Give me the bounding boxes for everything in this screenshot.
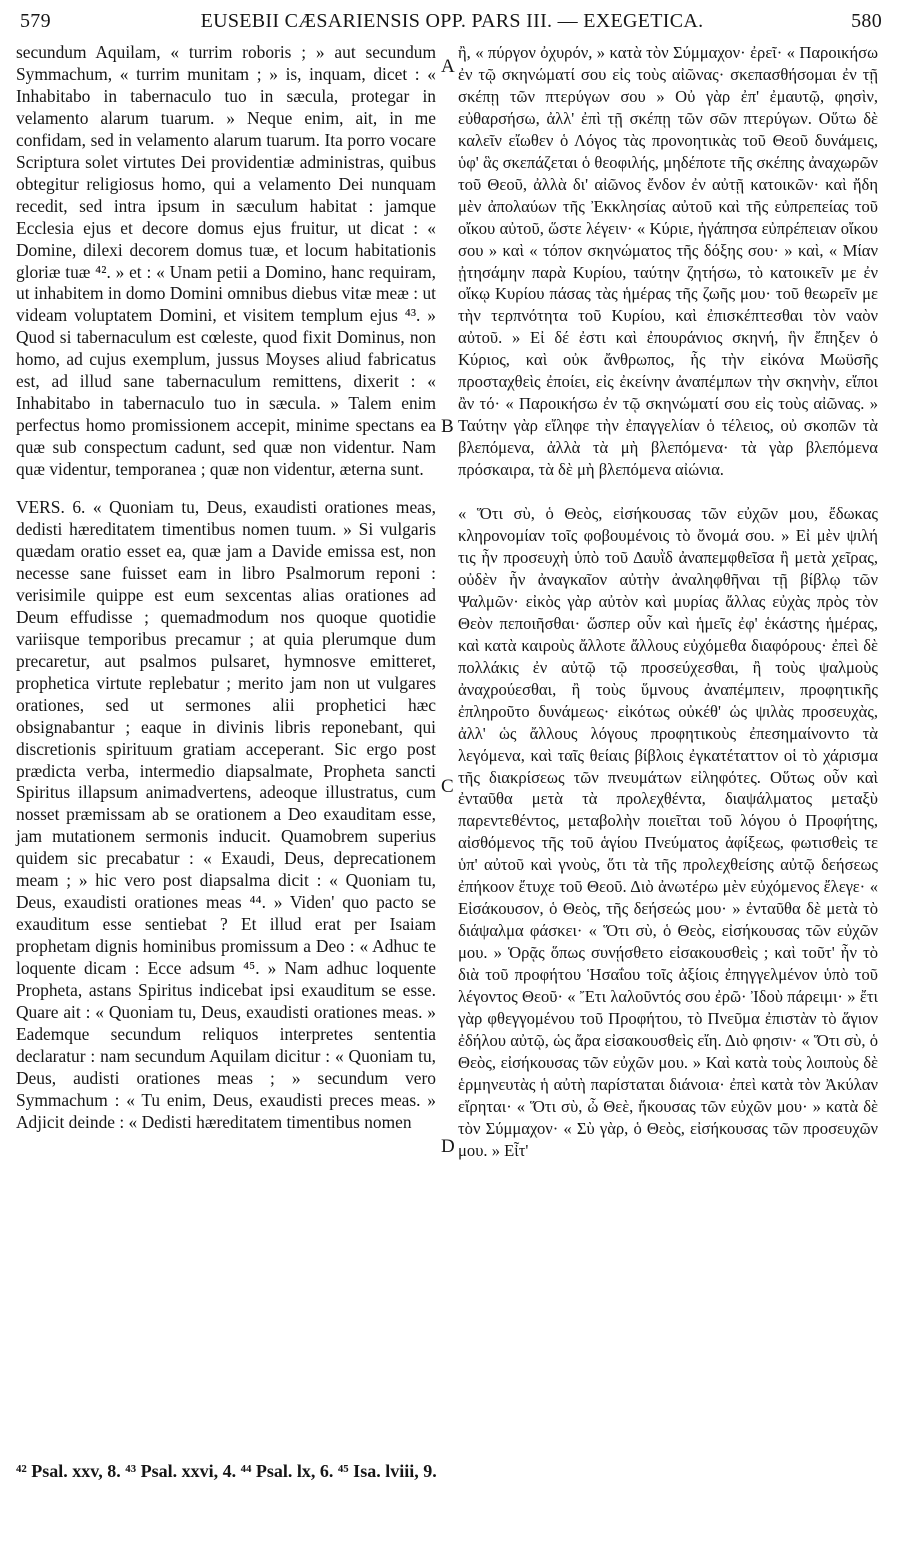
latin-paragraph-2: VERS. 6. « Quoniam tu, Deus, exaudisti orationes meas, dedisti hæreditatem timentibus nomen tuum. » Si vulgaris quædam oratio esset ea, quæ jam a Davide emissa est, non necesse sane fuisset eam in libro Psalmorum reponi : verisimile quippe est eum sexcentas alias orationes ad Deum effudisse ; quemadmodum nos quoque quotidie variisque temporibus precamur ; at quia plerumque dum precaretur, aut psalmos pulsaret, hymnosve emitteret, prophetica virtute replebatur ; merito jam non ut vulgares orationes, sed ut sermones alii prophetici hæc obsignabantur ; eaque in divinis libris reponebant, qui discretionis spirituum gratiam acceperant. Sic ergo post prædicta verba, intermedio diapsalmate, Propheta sancti Spiritus illapsum animadvertens, adeoque illustratus, cum nosset præmissam ab se orationem a Deo exauditam esse, jam mutationem sermonis inducit. Quamobrem superius quidem sic precabatur : « Exaudi, Deus, deprecationem meam ; » hic vero post diapsalma dicit : « Quoniam tu, Deus, exaudisti orationes meas ⁴⁴. » Viden' quo pacto se exauditum esse sentiebat ? Et illud erat per Isaiam prophetam dignis hominibus promissum a Deo : « Adhuc te loquente dicam : Ecce adsum ⁴⁵. » Nam adhuc loquente Propheta, astans Spiritus indicebat ipsi exauditum se esse. Quare ait : « Quoniam tu, Deus, exaudisti orationes meas. » Eademque secundum reliquos interpretes sententia declaratur : nam secundum Aquilam dicitur : « Quoniam tu, Deus, audisti orationes meas ; » secundum vero Symmachum : « Tu enim, Deus, exaudisti preces meas. » Adjicit deinde : « Dedisti hæreditatem timentibus nomen [16, 497, 436, 1132]
margin-letter-d: D [441, 1136, 455, 1157]
greek-paragraph-1: ἢ, « πύργον ὀχυρόν, » κατὰ τὸν Σύμμαχον· ἐρεῖ· « Παροικήσω ἐν τῷ σκηνώματί σου εἰς τοὺς αἰῶνας· σκεπασθήσομαι ἐν τῇ σκέπῃ τῶν πτερύγων σου » Οὐ γὰρ ἐπ' ἐμαυτῷ, φησὶν, εὐθαρσήσω, ἀλλ' ἐπὶ τῇ σκέπῃ τῶν σῶν πτερύγων. Οὕτω δὲ καλεῖν εἴωθεν ὁ Λόγος τὰς προνοητικὰς τοῦ Θεοῦ δυνάμεις, ὑφ' ἃς σκεπάζεται ὁ θεοφιλής, μηδέποτε τῆς σκέπης ἀναχωρῶν τοῦ Θεοῦ, ἀλλὰ δι' αἰῶνος ἔνδον ἐν αὐτῇ κατοικῶν· καὶ ἤδη μὲν ἀπολαύων τῆς Ἐκκλησίας αὐτοῦ καὶ τῆς εὐπρεπείας τοῦ οἴκου αὐτοῦ, ὥστε λέγειν· « Κύριε, ἠγάπησα εὐπρέπειαν οἴκου σου » καὶ « τόπον σκηνώματος τῆς δόξης σου· » καὶ, « Μίαν ᾐτησάμην παρὰ Κυρίου, ταύτην ζητήσω, τὸ κατοικεῖν με ἐν οἴκῳ Κυρίου πάσας τὰς ἡμέρας τῆς ζωῆς μου· τοῦ θεωρεῖν με τὴν τερπνότητα τοῦ Κυρίου, καὶ ἐπισκέπτεσθαι τὸν ναὸν αὐτοῦ. » Εἰ δέ ἐστι καὶ ἐπουράνιος σκηνή, ἣν ἔπηξεν ὁ Κύριος, καὶ οὐκ ἄνθρωπος, ἧς τὴν εἰκόνα Μωϋσῆς προσταχθεὶς ἐποίει, εἰς ἐκείνην ἀναπέμπων τὴν σκηνὴν, εἴποι ἂν τό· « Παροικήσω ἐν τῷ σκηνώματί σου εἰς τοὺς αἰῶνας. » Ταύτην γὰρ εἴληφε τὴν ἐπαγγελίαν ὁ τέλειος, οὐ σκοπῶν τὰ βλεπόμενα, ἀλλὰ τὰ μὴ βλεπόμενα· τὰ γὰρ βλεπόμενα πρόσκαιρα, τὰ δὲ μὴ βλεπόμενα αἰώνια. [458, 43, 878, 480]
page-number-right: 580 [851, 10, 882, 32]
latin-column [16, 42, 436, 1134]
margin-letter-b: B [441, 416, 454, 437]
page-number-left: 579 [20, 10, 51, 32]
running-header [12, 4, 892, 34]
margin-letter-c: C [441, 776, 454, 797]
footnotes: ⁴² Psal. xxv, 8. ⁴³ Psal. xxvi, 4. ⁴⁴ Psal. lx, 6. ⁴⁵ Isa. lviii, 9. [16, 1461, 437, 1481]
greek-paragraph-2: « Ὅτι σὺ, ὁ Θεὸς, εἰσήκουσας τῶν εὐχῶν μου, ἔδωκας κληρονομίαν τοῖς φοβουμένοις τὸ ὄνομά σου. » Εἰ μὲν ψιλή τις ἦν προσευχὴ ὑπὸ τοῦ Δαυῒδ ἀναπεμφθεῖσα ἢ μετὰ χεῖρας, οὐδὲν ἦν ἀναγκαῖον αὐτὴν ἀναληφθῆναι τῇ βίβλῳ τῶν Ψαλμῶν· εἰκὸς γὰρ αὐτὸν καὶ μυρίας ἄλλας εὐχὰς πρὸς τὸν Θεὸν πεποιῆσθαι· ὥσπερ οὖν καὶ ἡμεῖς ἐφ' ἑκάστης ἡμέρας, καὶ κατὰ καιροὺς ἄλλοτε ἄλλους εὐχόμεθα διαφόρους· ἐπεὶ δὲ πολλάκις ἐν αὐτῷ τῷ προσεύχεσθαι, ἢ τοὺς ψαλμοὺς ἀναχρούεσθαι, ἢ τοὺς ὕμνους ἀναπέμπειν, προφητικῆς ἐπληροῦτο δυνάμεως· εἰκότως οὐκέθ' ὡς ψιλὰς προσευχὰς, ἀλλ' ὡς ἄλλους λόγους προφητικοὺς ἐπεσημαίνοντο τὰ λεγόμενα, καὶ ταῖς θείαις βίβλοις ἐγκατέταττον οἱ τὸ χάρισμα τῆς διακρίσεως τῶν πνευμάτων εἰληφότες. Οὕτως οὖν καὶ ἐνταῦθα μετὰ τὰ προλεχθέντα, διαψάλματος μεταξὺ παρεντεθέντος, μεταβολὴν ποιεῖται τοῦ λόγου ὁ Προφήτης, αἰσθόμενος τῆς τοῦ ἁγίου Πνεύματος ἀφίξεως, φωτισθεὶς τε ὑπ' αὐτοῦ καὶ γνοὺς, ὅτι τὰ τῆς προλεχθείσης αὐτῷ δεήσεως ἐπήκοον ἔτυχε τοῦ Θεοῦ. Διὸ ἀνωτέρω μὲν εὐχόμενος ἔλεγε· « Εἰσάκουσον, ὁ Θεὸς, τῆς δεήσεώς μου· » ἐνταῦθα δὲ μετὰ τὸ διάψαλμα φάσκει· « Ὅτι σὺ, ὁ Θεὸς, εἰσήκουσας τῶν εὐχῶν μου. » Ὁρᾷς ὅπως συνῄσθετο εἰσακουσθεὶς ; καὶ τοῦτ' ἦν τὸ διὰ τοῦ προφήτου Ἡσαΐου τοῖς ἀξίοις ἐπηγγελμένον ὑπὸ τοῦ λέγοντος Θεοῦ· « Ἔτι λαλοῦντός σου ἐρῶ· Ἰδοὺ πάρειμι· » ἔτι γὰρ φθεγγομένου τοῦ Προφήτου, τὸ Πνεῦμα ἐπιστὰν τὸ ἅγιον ἐδήλου αὐτῷ, ὡς ἄρα εἰσακουσθεὶς εἴη. Διὸ φησιν· « Ὅτι σὺ, ὁ Θεὸς, εἰσήκουσας τῶν εὐχῶν μου. » Καὶ κατὰ τοὺς λοιποὺς δὲ ἑρμηνευτὰς ἡ αὐτὴ παρίσταται διάνοια· ἐπεὶ κατὰ τὸν Ἀκύλαν εἴρηται· « Ὅτι σὺ, ὦ Θεὲ, ἤκουσας τῶν εὐχῶν μου· » κατὰ δὲ τὸν Σύμμαχον· « Σὺ γὰρ, ὁ Θεὸς, εἰσήκουσας τῶν προσευχῶν μου. » Εἶτ' [458, 504, 878, 1160]
running-title: EUSEBII CÆSARIENSIS OPP. PARS III. — EXEGETICA. [200, 10, 704, 32]
latin-paragraph-1: secundum Aquilam, « turrim roboris ; » aut secundum Symmachum, « turrim munitam ; » is, inquam, dicet : « Inhabitabo in tabernaculo tuo in sæcula, protegar in velamento alarum tuarum. » Neque enim, ait, in me confidam, sed in velamento alarum tuarum. Ita porro vocare Scriptura solet virtutes Dei providentiæ administras, quibus obtegitur religiosus homo, qui a velamento Dei nunquam recedit, sed intra ipsum in sæculum habitat : jamque Ecclesia ejus et decore domus ejus fruitur, ut dicat : « Domine, dilexi decorem domus tuæ, et locum habitationis gloriæ tuæ ⁴². » et : « Unam petii a Domino, hanc requiram, ut inhabitem in domo Domini omnibus diebus vitæ meæ : ut videam voluptatem Domini, et visitem templum ejus ⁴³. » Quod si tabernaculum est cœleste, quod fixit Dominus, non homo, ad cujus exemplum, jussus Moyses aliud fabricatus est, ad illud sane tabernaculum remittens, dixerit : « Inhabitabo in tabernaculo tuo in sæcula. » Talem enim perfectus homo promissionem accepit, minime spectans ea quæ sub conspectum cadunt, sed quæ non videntur. Nam quæ videntur, temporanea ; quæ non videntur, æterna sunt. [16, 42, 436, 480]
greek-column [458, 42, 878, 1162]
margin-letter-a: A [441, 56, 455, 77]
